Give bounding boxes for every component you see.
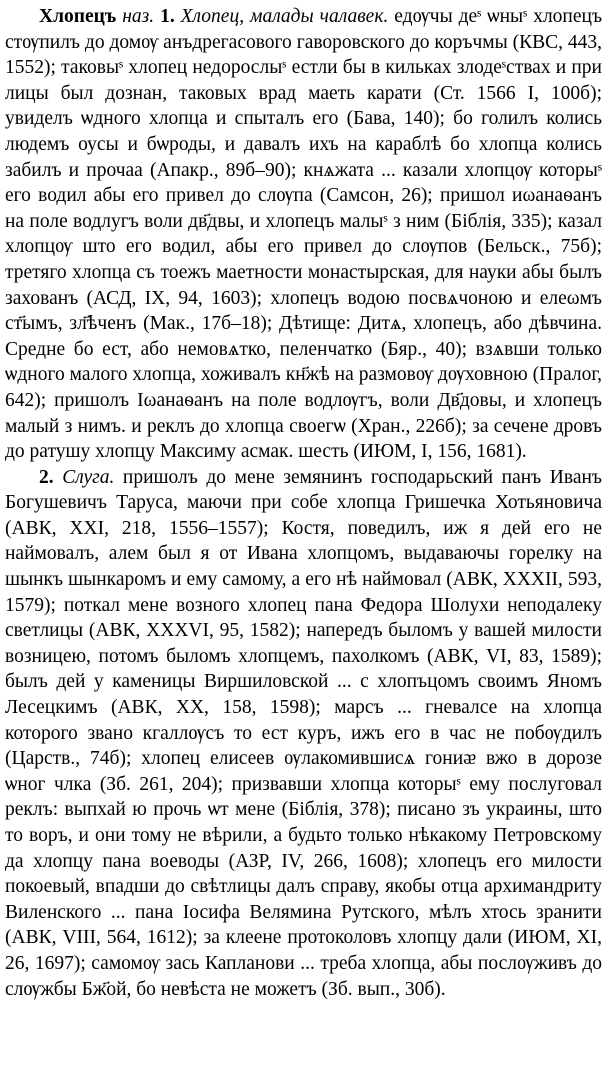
sense-2-number: 2. (39, 466, 54, 488)
sense-2-gloss: Слуга. (62, 466, 115, 488)
headword: Хлопецъ (39, 6, 117, 27)
sense-1-number: 1. (160, 6, 175, 27)
entry-sense-2 (5, 465, 602, 1002)
part-of-speech: наз. (122, 6, 155, 27)
sense-1-citations: едѹчы деˢ ѡныˢ хлопецъ стѹпилъ до домѹ анъдрегасового гаворовского до коръчмы (КВС, 443, 1552); таковыˢ хлопец недорослыˢ естли бы в кильках злодеˢствах и при лицы был дознан, таковых врад маеть карати (Ст. 1566 I, 100б); увиделъ ѡдного хлопца и спыталъ его (Бава, 140); бо голилъ колись людемъ оусы и бѡроды, и давалъ ихъ на караблѣ бо хлопца колись забилъ и прочаа (Апакр., 89б–90); кнѧжата ... казали хлопцѹ которыˢ его водил абы его привел до слѹпа (Самсон, 26); пришол иωанаѳанъ на поле водлугъ воли дв҃двы, и хлопецъ малыˢ з ним (Біблія, 335); казал хлопцѹ што его водил, абы его привел до слѹпов (Бельск., 75б); третяго хлопца съ тоежъ маетности монастырская, для науки абы былъ захованъ (АСД, IX, 94, 1603); хлопецъ водою посвѧчоною и елеωмъ ст҃ымъ, зл҃ѣченъ (Мак., 17б–18); Дѣтище: Дитѧ, хлопецъ, або дѣвчина. Средне бо ест, або немовѧтко, пеленчатко (Бяр., 40); взѧвши только ѡдного малого хлопца, хоживалъ кн҃жѣ на размовѹ дѹховною (Пралог, 642); пришолъ Іωанаѳанъ на поле водлѹгъ, воли Дв҃довы, и хлопецъ малый з нимъ. и реклъ до хлопца своегѡ (Хран., 226б); за сечене дровъ до ратушу хлопцу Максиму асмак. шесть (ИЮМ, I, 156, 1681). (5, 6, 603, 463)
sense-2-citations: пришолъ до мене земянинъ господарьский панъ Иванъ Богушевичъ Таруса, маючи при собе хлопца Гришечка Хотьяновича (АВК, XXI, 218, 1556–1557); Костя, поведилъ, иж я дей его не наймовалъ, алем был я от Ивана хлопцомъ, выдаваючы горелку на шынкъ шынкаромъ и ему самому, а его нѣ наймовал (АВК, XXXII, 593, 1579); поткал мене возного хлопец пана Федора Шолухи неподалеку светлицы (АВК, XXXVI, 95, 1582); напередъ быломъ у вашей милости возницею, потомъ быломъ хлопцемъ, пахолкомъ (АВК, VI, 83, 1589); былъ дей у каменицы Виршиловской ... с хлопъцомъ своимъ Яномъ Лесецкимъ (АВК, XX, 158, 1598); марсъ ... гневалсе на хлопца которого звано кгаллѹсъ то ест куръ, ижъ его в час не побѹдилъ (Царств., 74б); хлопец елисеев ѹлакомившисѧ гониᴂ вжо в дорозе ѡног члка (Зб. 261, 204); призвавши хлопца которыˢ ему послуговал реклъ: выпхай ю прочь ѡт мене (Біблія, 378); писано зъ украины, што то воръ, и они тому не вѣрили, а будьто только нѣкакому Петровскому да хлопцу пана воеводы (АЗР, IV, 266, 1608); хлопецъ его милости покоевый, впадши до свѣтлицы далъ справу, якобы отца архимандриту Виленского ... пана Іосифа Велямина Рутского, мѣлъ хтось зранити (АВК, VIII, 564, 1612); за клеене протоколовъ хлопцу дали (ИЮМ, XI, 26, 1697); самомѹ зась Капланови ... треба хлопца, абы послѹживъ до слѹжбы Бж҃ой, бо невѣста не можетъ (Зб. вып., 30б). (5, 466, 603, 1000)
entry-sense-1 (5, 4, 602, 465)
sense-1-gloss: Хлопец, малады чалавек. (180, 6, 389, 27)
